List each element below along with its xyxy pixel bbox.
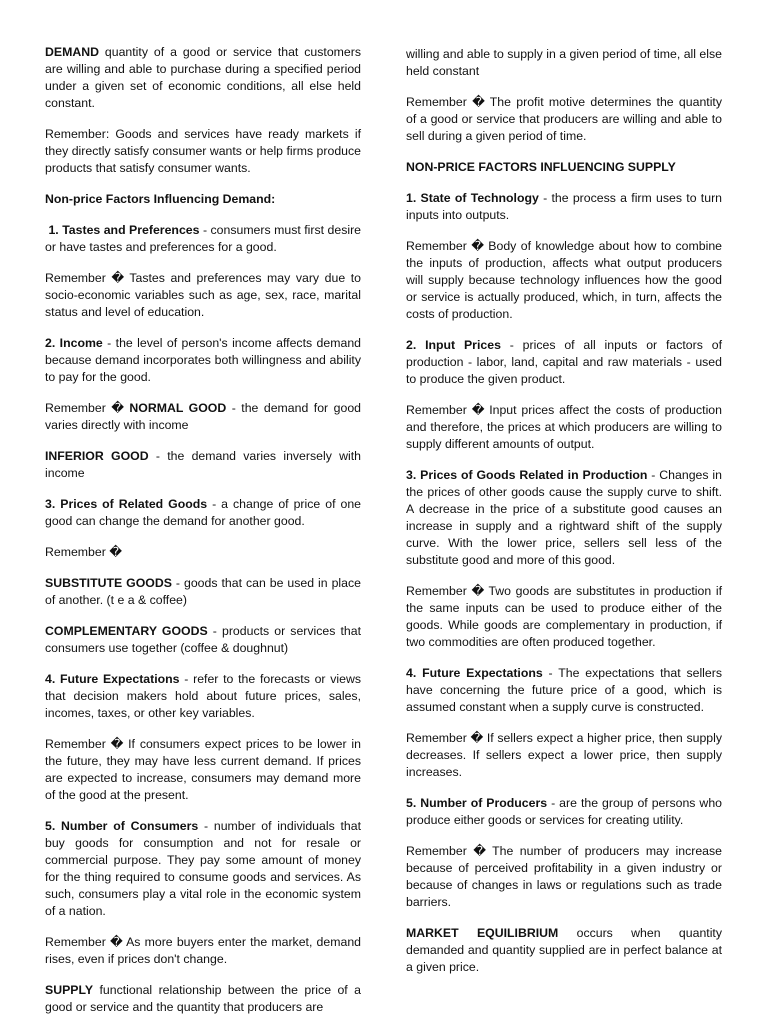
factor-related-goods: 3. Prices of Related Goods - a change of price of one good can change the demand for another good.	[45, 497, 361, 528]
factor-number-of-producers: 5. Number of Producers - are the group of persons who produce either goods or services for creating utility.	[406, 796, 722, 827]
term: 4. Future Expectations	[406, 666, 543, 680]
term: SUPPLY	[45, 983, 94, 997]
demand-definition: DEMAND quantity of a good or service that customers are willing and able to purchase during a specified period under a given set of economic conditions, all else held constant.	[45, 45, 361, 110]
term: 1. State of Technology	[406, 191, 539, 205]
factor-tastes: 1. Tastes and Preferences - consumers must first desire or have tastes and preferences for a good.	[45, 223, 362, 254]
remember-note: Remember �	[45, 545, 122, 559]
term: 5. Number of Consumers	[45, 819, 199, 833]
remember-note: Remember: Goods and services have ready markets if they directly satisfy consumer wants or help firms produce products that satisfy consumer wants.	[45, 127, 361, 175]
remember-note: Remember � The number of producers may increase because of perceived profitability in a given industry or because of changes in laws or regulations such as trade barriers.	[406, 844, 722, 909]
complementary-goods: COMPLEMENTARY GOODS - products or services that consumers use together (coffee & doughnut)	[45, 624, 361, 655]
term: 2. Income	[45, 336, 103, 350]
factor-income: 2. Income - the level of person's income affects demand because demand incorporates both willingness and ability to pay for the good.	[45, 336, 361, 384]
factor-input-prices: 2. Input Prices - prices of all inputs or factors of production - labor, land, capital and raw materials - used to produce the given product.	[406, 338, 722, 386]
remember-note: Remember � The profit motive determines the quantity of a good or service that producers are willing and able to sell during a given period of time.	[406, 95, 722, 143]
factor-technology: 1. State of Technology - the process a firm uses to turn inputs into outputs.	[406, 191, 722, 222]
substitute-goods: SUBSTITUTE GOODS - goods that can be used in place of another. (t e a & coffee)	[45, 576, 361, 607]
factor-number-of-consumers: 5. Number of Consumers - number of individuals that buy goods for consumption and not for resale or commercial purpose. They pay some amount of money for the thing required to consume goods and services. As such, consumers play a vital role in the economic system of a nation.	[45, 819, 361, 918]
left-column	[45, 44, 361, 1030]
remember-note: Remember � Input prices affect the costs of production and therefore, the prices at which producers are willing to supply different amounts of output.	[406, 403, 722, 451]
remember-note: Remember � Two goods are substitutes in production if the same inputs can be used to produce either of the goods. While goods are complementary in production, if two commodities are often produced together.	[406, 584, 722, 649]
remember-note: Remember � Tastes and preferences may vary due to socio-economic variables such as age, sex, race, marital status and level of education.	[45, 271, 361, 319]
normal-good: Remember � NORMAL GOOD - the demand for good varies directly with income	[45, 401, 361, 432]
term: 1. Tastes and Preferences	[45, 223, 200, 237]
section-heading: Non-price Factors Influencing Demand:	[45, 192, 276, 206]
term: NORMAL GOOD	[129, 401, 227, 415]
inferior-good: INFERIOR GOOD - the demand varies inversely with income	[45, 449, 361, 480]
term: INFERIOR GOOD	[45, 449, 149, 463]
remember-note: Remember � Body of knowledge about how to combine the inputs of production, affects what output producers will supply because technology influences how the good or service is actually produced, which, in turn, affects the costs of production.	[406, 239, 722, 321]
supply-definition: SUPPLY functional relationship between the price of a good or service and the quantity that producers are	[45, 983, 361, 1014]
term: 5. Number of Producers	[406, 796, 548, 810]
remember-note: Remember � If sellers expect a higher price, then supply decreases. If sellers expect a lower price, then supply increases.	[406, 731, 722, 779]
term: 3. Prices of Goods Related in Production	[406, 468, 648, 482]
term: 3. Prices of Related Goods	[45, 497, 208, 511]
section-heading: NON-PRICE FACTORS INFLUENCING SUPPLY	[406, 160, 676, 174]
term: SUBSTITUTE GOODS	[45, 576, 172, 590]
factor-future-expectations: 4. Future Expectations - The expectations that sellers have concerning the future price of a good, which is assumed constant when a supply curve is constructed.	[406, 666, 722, 714]
supply-definition-continued: willing and able to supply in a given period of time, all else held constant	[406, 47, 722, 78]
term: 4. Future Expectations	[45, 672, 180, 686]
term: DEMAND	[45, 45, 99, 59]
term: 2. Input Prices	[406, 338, 501, 352]
term: MARKET EQUILIBRIUM	[406, 926, 559, 940]
term: COMPLEMENTARY GOODS	[45, 624, 208, 638]
market-equilibrium-definition: MARKET EQUILIBRIUM occurs when quantity demanded and quantity supplied are in perfect balance at a given price.	[406, 926, 722, 974]
remember-note: Remember � If consumers expect prices to be lower in the future, they may have less current demand. If prices are expected to increase, consumers may demand more of the good at the present.	[45, 737, 361, 802]
right-column	[406, 46, 722, 990]
factor-related-production: 3. Prices of Goods Related in Production - Changes in the prices of other goods cause the supply curve to shift. A decrease in the price of a substitute good causes an increase in supply and a rightward shift of the supply curve. With the lower price, sellers sell less of the substitute good and more of this good.	[406, 468, 722, 567]
remember-note: Remember � As more buyers enter the market, demand rises, even if prices don't change.	[45, 935, 361, 966]
factor-future-expectations: 4. Future Expectations - refer to the forecasts or views that decision makers hold about future prices, sales, incomes, taxes, or other key variables.	[45, 672, 361, 720]
